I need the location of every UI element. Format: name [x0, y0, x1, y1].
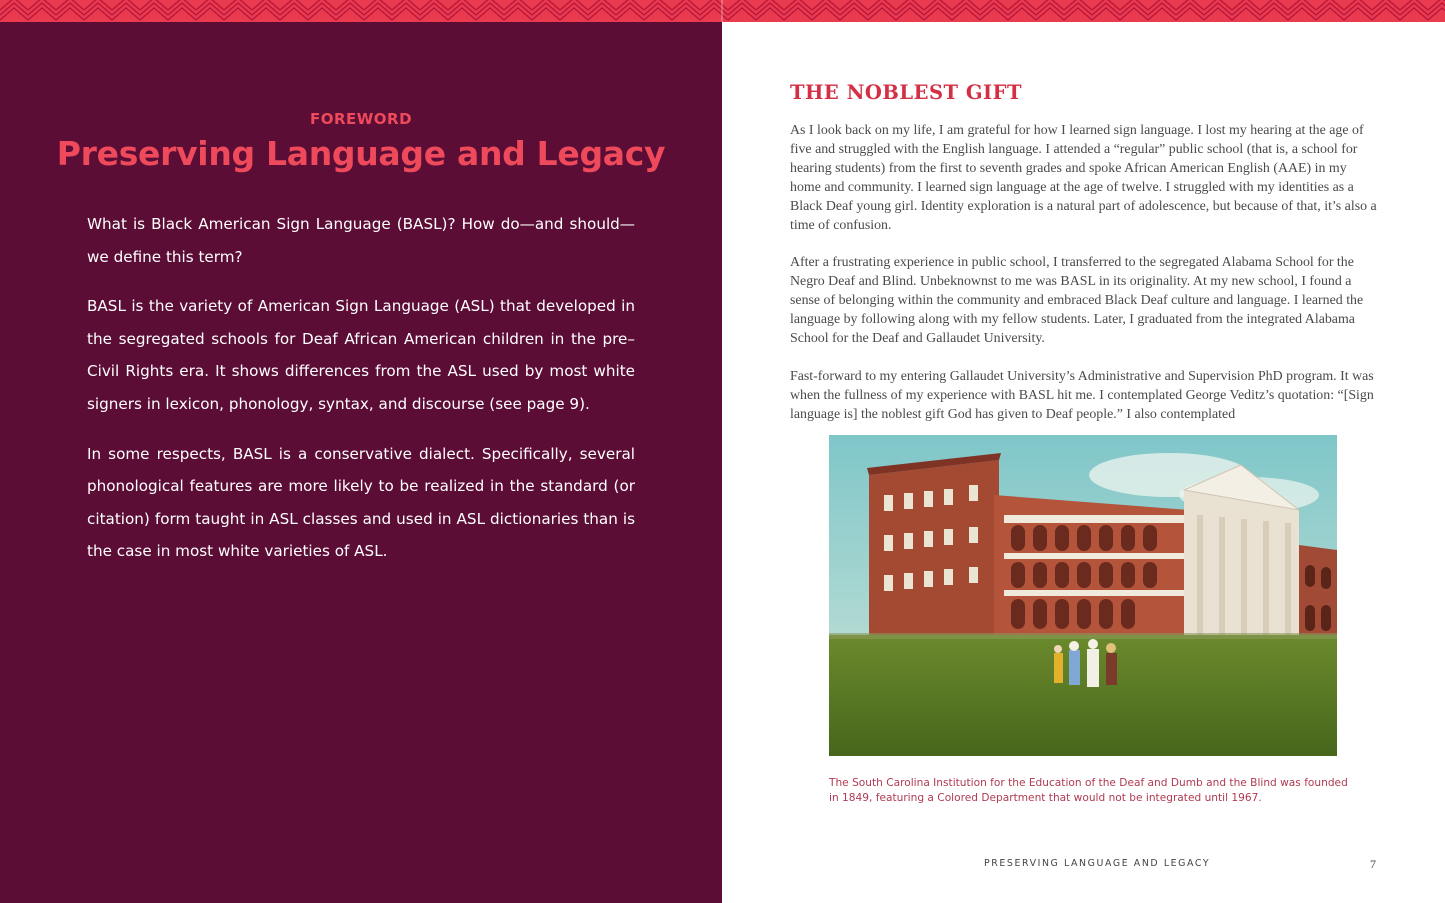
essay-paragraph: Fast-forward to my entering Gallaudet University’s Administrative and Supervision PhD program. It was when the fullness of my experience with BASL hit me. I contemplated George Veditz’s quotation: “[Sign language is] the noblest gift God has given to Deaf people.” I also contemplated	[790, 368, 1374, 422]
foreword-body	[87, 208, 635, 585]
essay-body	[790, 122, 1380, 443]
school-building-illustration	[829, 435, 1337, 756]
foreword-paragraph: BASL is the variety of American Sign Language (ASL) that developed in the segregated schools for Deaf African American children in the pre–Civil Rights era. It shows differences from the ASL used by most white signers in lexicon, phonology, syntax, and discourse (see page 9).	[87, 297, 635, 413]
foreword-paragraph: What is Black American Sign Language (BASL)? How do—and should—we define this term?	[87, 215, 635, 266]
page-number: 7	[1370, 857, 1376, 871]
foreword-paragraph: In some respects, BASL is a conservative dialect. Specifically, several phonological features are more likely to be realized in the standard (or citation) form taught in ASL classes and used in ASL dictionaries than is the case in most white varieties of ASL.	[87, 444, 635, 561]
running-head: PRESERVING LANGUAGE AND LEGACY	[984, 858, 1211, 869]
chapter-title: Preserving Language and Legacy	[56, 134, 666, 173]
decorative-zigzag-banner	[0, 0, 1445, 22]
foreword-kicker: FOREWORD	[309, 110, 413, 128]
right-page	[722, 22, 1445, 903]
historic-school-postcard-image	[829, 435, 1337, 756]
left-page	[0, 22, 722, 903]
image-caption: The South Carolina Institution for the Education of the Deaf and Dumb and the Blind was founded in 1849, featuring a Colored Department that would not be integrated until 1967.	[829, 777, 1348, 804]
zigzag-pattern	[0, 0, 1445, 22]
essay-paragraph: After a frustrating experience in public school, I transferred to the segregated Alabama School for the Negro Deaf and Blind. Unbeknownst to me was BASL in its originality. At my new school, I found a sense of belonging within the community and embraced Black Deaf culture and language. I learned the language by following along with my fellow students. Later, I graduated from the integrated Alabama School for the Deaf and Gallaudet University.	[790, 255, 1364, 346]
section-title: THE NOBLEST GIFT	[790, 81, 1022, 104]
essay-paragraph: As I look back on my life, I am grateful for how I learned sign language. I lost my hearing at the age of five and struggled with the English language. I attended a “regular” public school (that is, a school for hearing students) from the first to seventh grades and spoke African American English (AAE) in my home and community. I learned sign language at the age of twelve. I struggled with my identities as a Black Deaf young girl. Identity exploration is a natural part of adolescence, but because of that, it’s also a time of confusion.	[790, 123, 1377, 233]
